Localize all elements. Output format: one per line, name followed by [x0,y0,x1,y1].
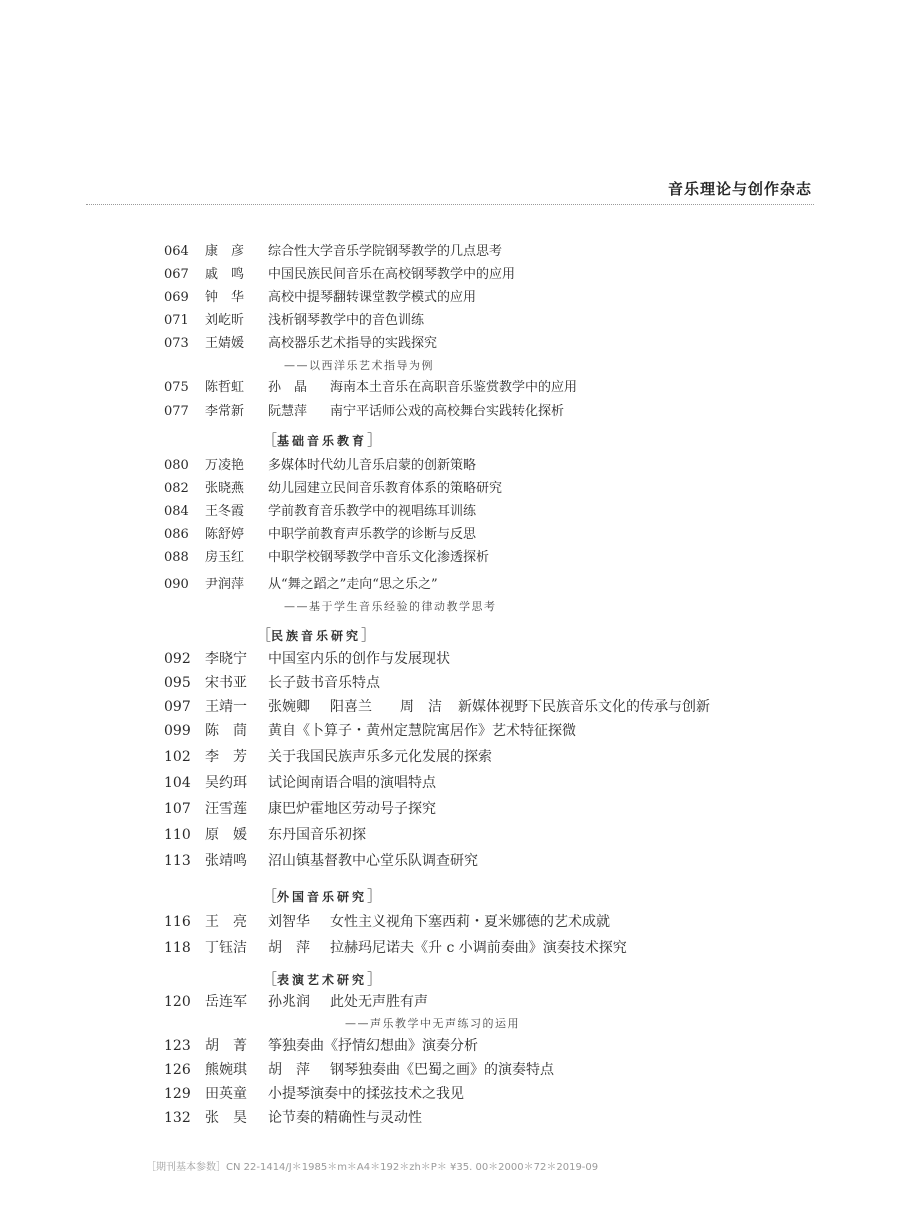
author-name: 钟 华 [205,290,245,305]
journal-title: 音乐理论与创作杂志 [667,180,812,198]
page-number: 099 [164,723,191,739]
page-number: 129 [164,1086,191,1102]
author-name: 尹润萍 [205,577,245,592]
page-number: 084 [164,504,189,519]
article-title[interactable]: 高校中提琴翻转课堂教学模式的应用 [268,290,477,305]
page-number: 064 [164,244,189,259]
author-name: 周 洁 [400,699,442,715]
author-name: 万凌艳 [205,458,245,473]
page-number: 110 [164,827,191,843]
author-name: 陈 茼 [205,723,247,739]
author-name: 李 芳 [205,749,247,765]
article-title[interactable]: 筝独奏曲《抒情幻想曲》演奏分析 [268,1038,478,1054]
section-heading [262,885,382,906]
article-title[interactable]: 幼儿园建立民间音乐教育体系的策略研究 [268,481,503,496]
section-heading-label: 民族音乐研究 [271,629,362,643]
page-number: 092 [164,651,191,667]
article-title[interactable]: 南宁平话师公戏的高校舞台实践转化探析 [330,404,565,419]
article-title[interactable]: 黄自《卜算子・黄州定慧院寓居作》艺术特征探微 [268,723,576,739]
page-number: 080 [164,458,189,473]
page-number: 116 [164,914,191,930]
author-name: 丁钰洁 [205,940,247,956]
page-number: 107 [164,801,191,817]
bracket-close: ］ [367,431,383,449]
author-name: 熊婉琪 [205,1062,247,1078]
bracket-open: ［ [256,626,272,644]
author-name: 康 彦 [205,244,245,259]
article-title[interactable]: 东丹国音乐初探 [268,827,366,843]
bracket-close: ］ [367,887,383,905]
section-heading-label: 外国音乐研究 [277,890,368,904]
article-title[interactable]: 新媒体视野下民族音乐文化的传承与创新 [458,699,710,715]
section-heading [256,624,376,645]
article-title[interactable]: 女性主义视角下塞西莉・夏米娜德的艺术成就 [330,914,610,930]
author-name: 陈哲虹 [205,380,245,395]
author-name: 王冬霞 [205,504,245,519]
author-name: 孙兆润 [268,994,310,1010]
article-title[interactable]: 中国民族民间音乐在高校钢琴教学中的应用 [268,267,516,282]
author-name: 阳喜兰 [330,699,372,715]
section-heading-label: 表演艺术研究 [277,973,368,987]
author-name: 汪雪莲 [205,801,247,817]
page-number: 073 [164,336,189,351]
page-number: 088 [164,550,189,565]
article-title[interactable]: 试论闽南语合唱的演唱特点 [268,775,436,791]
author-name: 刘屹昕 [205,313,245,328]
page-number: 095 [164,675,191,691]
bracket-open: ［ [262,970,278,988]
author-name: 张晓燕 [205,481,245,496]
author-name: 张 昊 [205,1110,247,1126]
author-name: 戚 鸣 [205,267,245,282]
article-title[interactable]: 关于我国民族声乐多元化发展的探索 [268,749,492,765]
author-name: 阮慧萍 [268,404,308,419]
author-name: 原 媛 [205,827,247,843]
page-number: 077 [164,404,189,419]
author-name: 胡 萍 [268,1062,310,1078]
section-heading [262,429,382,450]
page-number: 075 [164,380,189,395]
author-name: 张靖鸣 [205,853,247,869]
author-name: 王婧媛 [205,336,245,351]
bracket-open: ［ [262,431,278,449]
page-number: 120 [164,994,191,1010]
bracket-open: ［ [262,887,278,905]
author-name: 胡 萍 [268,940,310,956]
article-subtitle: ——声乐教学中无声练习的运用 [345,1017,520,1030]
author-name: 李常新 [205,404,245,419]
page-number: 067 [164,267,189,282]
author-name: 宋书亚 [205,675,247,691]
page-number: 090 [164,577,189,592]
section-heading-label: 基础音乐教育 [277,434,368,448]
page-number: 132 [164,1110,191,1126]
article-title[interactable]: 多媒体时代幼儿音乐启蒙的创新策略 [268,458,477,473]
page-number: 071 [164,313,189,328]
article-title[interactable]: 中职学前教育声乐教学的诊断与反思 [268,527,477,542]
page-number: 126 [164,1062,191,1078]
author-name: 房玉红 [205,550,245,565]
article-subtitle: ——以西洋乐艺术指导为例 [284,359,434,372]
page-number: 113 [164,853,191,869]
article-title[interactable]: 小提琴演奏中的揉弦技术之我见 [268,1086,464,1102]
author-name: 张婉卿 [268,699,310,715]
author-name: 岳连军 [205,994,247,1010]
article-title[interactable]: 此处无声胜有声 [330,994,428,1010]
page-number: 102 [164,749,191,765]
article-title[interactable]: 康巴炉霍地区劳动号子探究 [268,801,436,817]
article-title[interactable]: 钢琴独奏曲《巴蜀之画》的演奏特点 [330,1062,554,1078]
page-number: 082 [164,481,189,496]
author-name: 王 亮 [205,914,247,930]
author-name: 孙 晶 [268,380,308,395]
article-title[interactable]: 综合性大学音乐学院钢琴教学的几点思考 [268,244,503,259]
article-title[interactable]: 海南本土音乐在高职音乐鉴赏教学中的应用 [330,380,578,395]
page-number: 104 [164,775,191,791]
article-title[interactable]: 浅析钢琴教学中的音色训练 [268,313,425,328]
article-title[interactable]: 高校器乐艺术指导的实践探究 [268,336,438,351]
author-name: 胡 菁 [205,1038,247,1054]
article-title[interactable]: 长子鼓书音乐特点 [268,675,380,691]
page-number: 097 [164,699,191,715]
article-title[interactable]: 中国室内乐的创作与发展现状 [268,651,450,667]
author-name: 田英童 [205,1086,247,1102]
page-number: 069 [164,290,189,305]
section-heading [262,968,382,989]
author-name: 王靖一 [205,699,247,715]
author-name: 陈舒婷 [205,527,245,542]
article-title[interactable]: 学前教育音乐教学中的视唱练耳训练 [268,504,477,519]
page-number: 118 [164,940,191,956]
bracket-close: ］ [367,970,383,988]
page-number: 123 [164,1038,191,1054]
article-title[interactable]: 从“舞之蹈之”走向“思之乐之” [268,577,438,592]
article-subtitle: ——基于学生音乐经验的律动教学思考 [284,600,497,613]
author-name: 李晓宁 [205,651,247,667]
article-title[interactable]: 论节奏的精确性与灵动性 [268,1110,422,1126]
author-name: 吴约珥 [205,775,247,791]
author-name: 刘智华 [268,914,310,930]
article-title[interactable]: 拉赫玛尼诺夫《升 c 小调前奏曲》演奏技术探究 [330,940,627,956]
bracket-close: ］ [361,626,377,644]
article-title[interactable]: 中职学校钢琴教学中音乐文化渗透探析 [268,550,490,565]
article-title[interactable]: 沼山镇基督教中心堂乐队调查研究 [268,853,478,869]
page-number: 086 [164,527,189,542]
journal-parameters-footer: ［期刊基本参数］CN 22-1414/J＊1985＊m＊A4＊192＊zh＊P＊ ¥35. 00＊2000＊72＊2019-09 [146,1162,599,1173]
